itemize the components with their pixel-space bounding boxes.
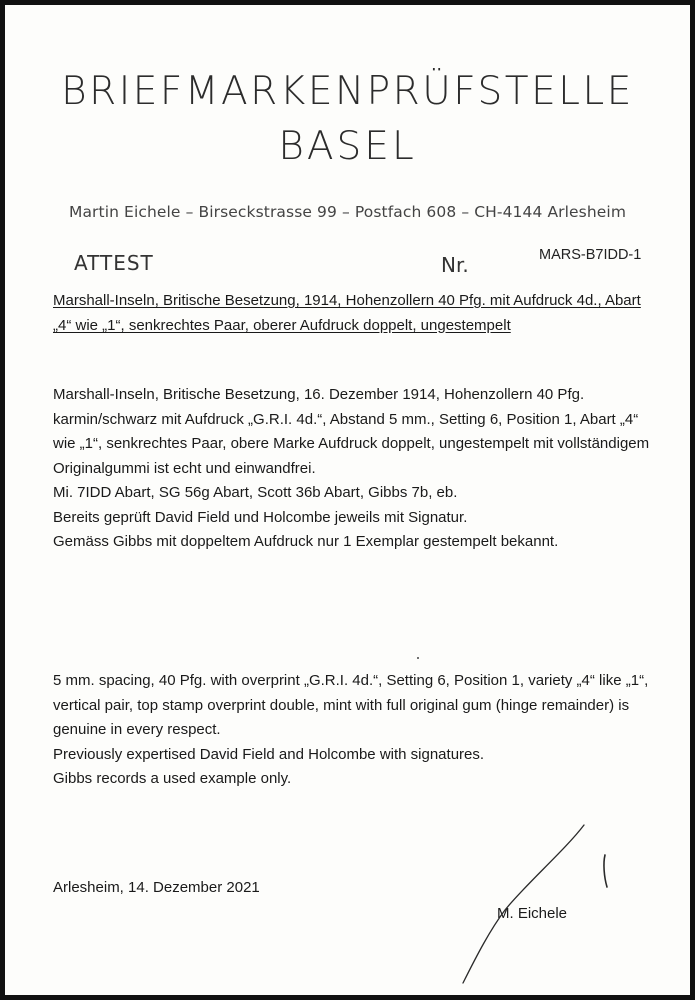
german-paragraph-gibbs-note: Gemäss Gibbs mit doppeltem Aufdruck nur 1 Exemplar gestempelt bekannt. <box>53 533 559 550</box>
signature-stroke-mark <box>604 855 607 887</box>
signature-stroke-long <box>463 825 584 983</box>
place-and-date: Arlesheim, 14. Dezember 2021 <box>53 879 260 896</box>
english-description <box>53 669 663 792</box>
german-paragraph-main: Marshall-Inseln, Britische Besetzung, 16. Dezember 1914, Hohenzollern 40 Pfg. karmin/schwarz mit Aufdruck „G.R.I. 4d.“, Abstand 5 mm., Setting 6, Position 1, Abart „4“ wie „1“, senkrechtes Paar, obere Marke Aufdruck doppelt, ungestempelt mit vollständigem Originalgummi ist echt und einwandfrei. <box>53 386 650 477</box>
institution-address: Martin Eichele – Birseckstrasse 99 – Postfach 608 – CH-4144 Arlesheim <box>68 203 627 221</box>
english-paragraph-main: 5 mm. spacing, 40 Pfg. with overprint „G.R.I. 4d.“, Setting 6, Position 1, variety „4“ like „1“, vertical pair, top stamp overprint double, mint with full original gum (hinge remainder) is genuine in every respect. <box>53 672 649 738</box>
document-heading: ATTEST <box>74 251 154 275</box>
number-label: Nr. <box>441 253 469 277</box>
ink-dot <box>417 657 419 659</box>
institution-city: BASEL <box>278 124 417 169</box>
english-paragraph-gibbs-note: Gibbs records a used example only. <box>53 770 292 787</box>
summary-heading: Marshall-Inseln, Britische Besetzung, 1914, Hohenzollern 40 Pfg. mit Aufdruck 4d., Abart „4“ wie „1“, senkrechtes Paar, oberer Aufdruck doppelt, ungestempelt <box>53 292 641 334</box>
german-paragraph-previous-experts: Bereits geprüft David Field und Holcombe jeweils mit Signatur. <box>53 508 468 526</box>
certificate-number: MARS-B7IDD-1 <box>539 247 642 263</box>
english-paragraph-previous-experts: Previously expertised David Field and Holcombe with signatures. <box>53 745 485 763</box>
german-description <box>53 383 663 555</box>
institution-title: BRIEFMARKENPRÜFSTELLE <box>61 69 634 114</box>
signer-name: M. Eichele <box>497 905 568 922</box>
german-paragraph-catalogue: Mi. 7IDD Abart, SG 56g Abart, Scott 36b Abart, Gibbs 7b, eb. <box>53 484 458 501</box>
